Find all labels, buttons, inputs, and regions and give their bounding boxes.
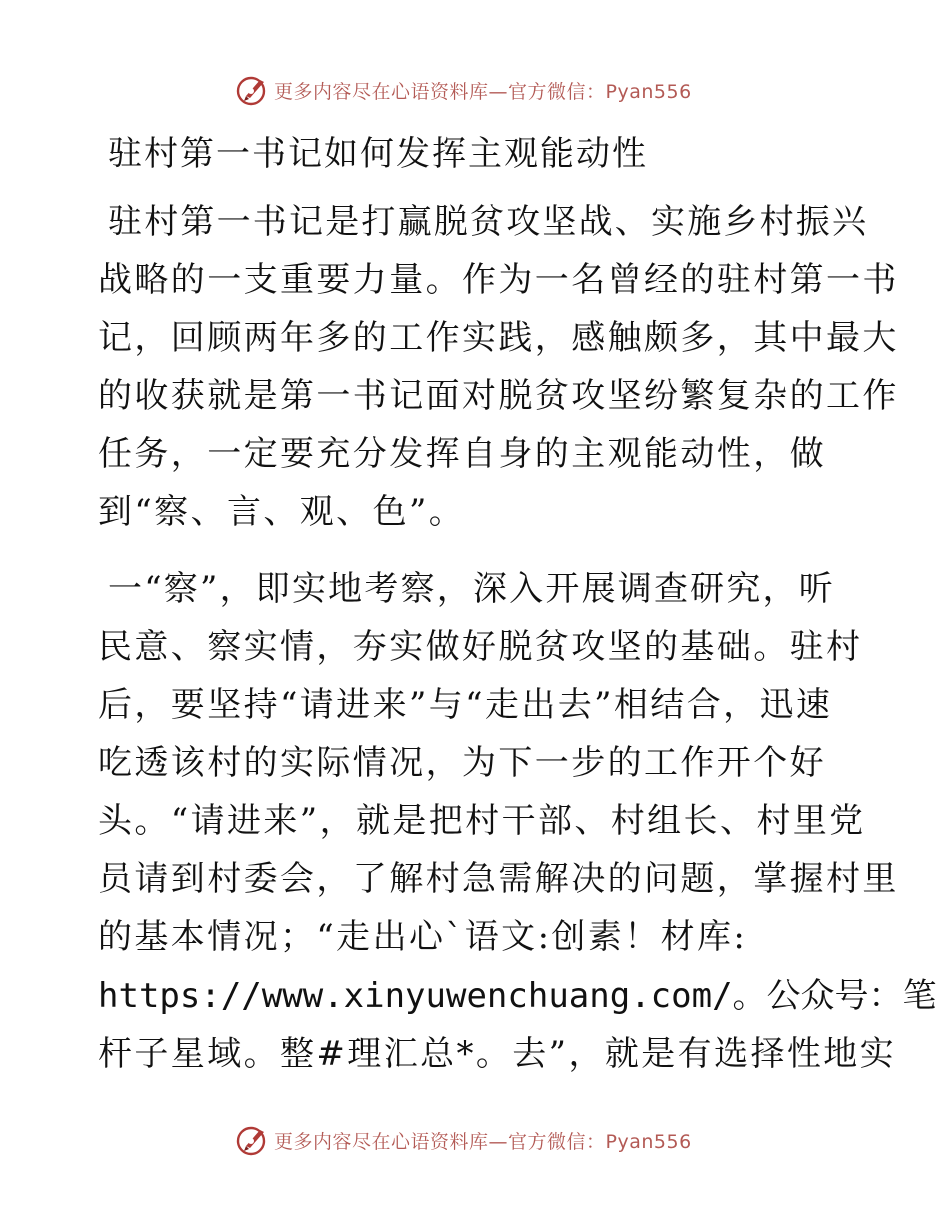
page-title: 驻村第一书记如何发挥主观能动性: [108, 134, 648, 174]
watermark-text: 更多内容尽在心语资料库—官方微信：Pyan556: [274, 1130, 692, 1153]
watermark-text: 更多内容尽在心语资料库—官方微信：Pyan556: [274, 80, 692, 103]
text-line: 驻村第一书记是打赢脱贫攻坚战、实施乡村振兴: [108, 202, 869, 242]
text-line: 员请到村委会，了解村急需解决的问题，掌握村里: [98, 859, 899, 899]
text-line: 后，要坚持“请进来”与“走出去”相结合，迅速: [98, 685, 833, 725]
pen-logo-icon: [234, 1122, 270, 1158]
text-line: 杆子星域。整#理汇总*。去”，就是有选择性地实: [98, 1034, 897, 1074]
footer-watermark: [234, 1122, 692, 1158]
text-line: 任务，一定要充分发挥自身的主观能动性，做: [98, 434, 826, 474]
text-line: 战略的一支重要力量。作为一名曾经的驻村第一书: [98, 260, 899, 300]
text-line: 记，回顾两年多的工作实践，感触颇多，其中最大: [98, 318, 899, 358]
text-line: 吃透该村的实际情况，为下一步的工作开个好: [98, 743, 826, 783]
header-watermark: [234, 72, 692, 108]
text-line: 到“察、言、观、色”。: [98, 492, 466, 532]
text-line: 的收获就是第一书记面对脱贫攻坚纷繁复杂的工作: [98, 376, 899, 416]
pen-logo-icon: [234, 72, 270, 108]
text-line: 民意、察实情，夯实做好脱贫攻坚的基础。驻村: [98, 627, 863, 667]
text-line: 的基本情况；“走出心`语文:创素！材库:: [98, 917, 748, 957]
text-line: 一“察”，即实地考察，深入开展调查研究，听: [108, 569, 835, 609]
text-line: 头。“请进来”，就是把村干部、村组长、村里党: [98, 801, 866, 841]
url-line: https://www.xinyuwenchuang.com/。公众号：笔: [98, 976, 937, 1016]
